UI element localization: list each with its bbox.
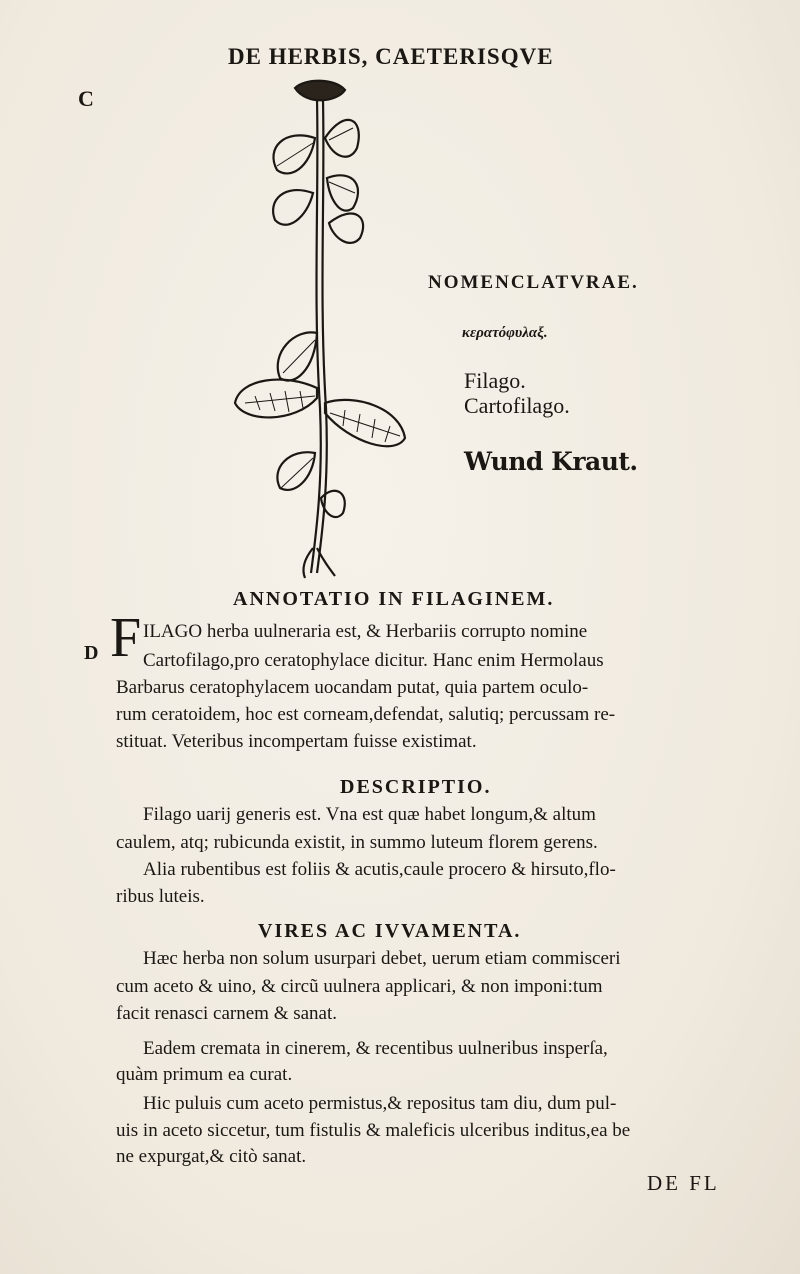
latin-name-filago: Filago. bbox=[464, 368, 526, 393]
running-head: DE HERBIS, CAETERISQVE bbox=[228, 44, 554, 69]
descriptio-line: Alia rubentibus est foliis & acutis,caule procero & hirsuto,flo- bbox=[143, 859, 616, 880]
annotatio-heading: ANNOTATIO IN FILAGINEM. bbox=[233, 588, 555, 610]
descriptio-line: Filago uarij generis est. Vna est quæ habet longum,& altum bbox=[143, 804, 596, 825]
descriptio-line: ribus luteis. bbox=[116, 886, 205, 907]
annotatio-line: Barbarus ceratophylacem uocandam putat, quia partem oculo- bbox=[116, 677, 589, 698]
vires-line: facit renasci carnem & sanat. bbox=[116, 1003, 338, 1024]
vires-line: Hic puluis cum aceto permistus,& repositus tam diu, dum pul- bbox=[143, 1093, 617, 1114]
drop-cap: F bbox=[110, 607, 142, 669]
vires-line: Hæc herba non solum usurpari debet, uerum etiam commisceri bbox=[143, 948, 621, 969]
annotatio-line: stituat. Veteribus incompertam fuisse existimat. bbox=[116, 731, 477, 752]
vires-line: quàm primum ea curat. bbox=[116, 1064, 293, 1085]
vires-line: cum aceto & uino, & circũ uulnera applicari, & non imponi:tum bbox=[116, 976, 603, 997]
margin-marker-d: D bbox=[84, 642, 99, 664]
nomenclatura-heading: NOMENCLATVRAE. bbox=[428, 272, 639, 293]
annotatio-line: ILAGO herba uulneraria est, & Herbariis corrupto nomine bbox=[143, 621, 588, 642]
latin-name-cartofilago: Cartofilago. bbox=[464, 393, 570, 418]
german-name: Wund Kraut. bbox=[464, 447, 638, 476]
annotatio-line: rum ceratoidem, hoc est corneam,defendat, salutiq; percussam re- bbox=[116, 704, 616, 725]
vires-heading: VIRES AC IVVAMENTA. bbox=[258, 920, 522, 942]
margin-marker-c: C bbox=[78, 86, 94, 111]
descriptio-line: caulem, atq; rubicunda existit, in summo luteum florem gerens. bbox=[116, 832, 598, 853]
vires-line: ne expurgat,& citò sanat. bbox=[116, 1146, 307, 1167]
filago-plant-woodcut bbox=[225, 78, 415, 583]
descriptio-heading: DESCRIPTIO. bbox=[340, 776, 492, 798]
greek-name: κερατόφυλαξ. bbox=[462, 325, 548, 341]
catchword: DE FL bbox=[647, 1171, 720, 1195]
vires-line: Eadem cremata in cinerem, & recentibus uulneribus insperſa, bbox=[143, 1038, 608, 1059]
annotatio-line: Cartofilago,pro ceratophylace dicitur. Hanc enim Hermolaus bbox=[143, 650, 604, 671]
vires-line: uis in aceto siccetur, tum fistulis & maleficis ulceribus inditus,ea be bbox=[116, 1120, 631, 1141]
